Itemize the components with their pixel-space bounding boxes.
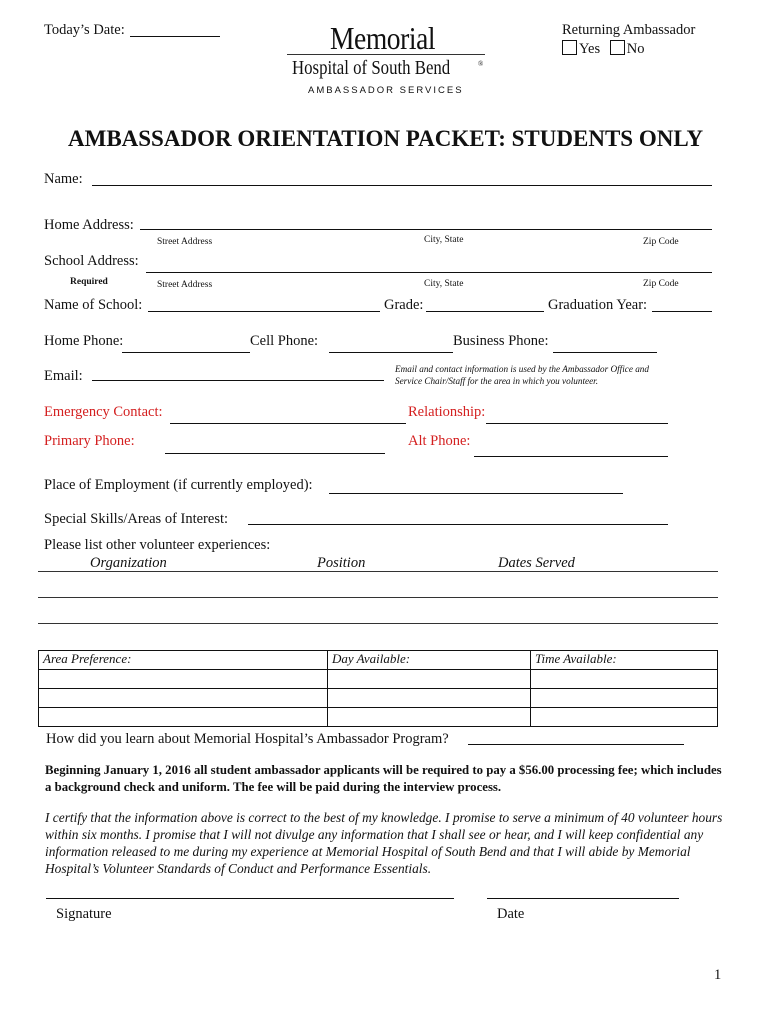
employment-field[interactable]: [329, 493, 623, 494]
todays-date-label: Today’s Date:: [44, 22, 125, 38]
email-note-line1: Email and contact information is used by the Ambassador Office and: [395, 364, 649, 374]
logo-reg: ®: [478, 60, 484, 68]
home-phone-field[interactable]: [122, 352, 250, 353]
table-row: [39, 708, 718, 727]
home-address-field[interactable]: [140, 229, 712, 230]
home-address-label: Home Address:: [44, 217, 134, 233]
table-cell[interactable]: [531, 708, 718, 727]
table-cell[interactable]: [39, 689, 328, 708]
table-cell[interactable]: [328, 689, 531, 708]
business-phone-field[interactable]: [553, 352, 657, 353]
signature-label: Signature: [56, 906, 112, 922]
employment-label: Place of Employment (if currently employed):: [44, 477, 313, 493]
graduation-year-field[interactable]: [652, 311, 712, 312]
special-skills-field[interactable]: [248, 524, 668, 525]
primary-phone-label: Primary Phone:: [44, 433, 135, 449]
yes-checkbox[interactable]: [562, 40, 577, 55]
relationship-field[interactable]: [486, 423, 668, 424]
table-row: [39, 689, 718, 708]
area-preference-header: Area Preference:: [39, 651, 328, 670]
fee-notice: Beginning January 1, 2016 all student ambassador applicants will be required to pay a $56.00 processing fee; which includes a background check and uniform. The fee will be paid during the interview process.: [45, 763, 722, 794]
certification-text: I certify that the information above is correct to the best of my knowledge. I promise to serve a minimum of 40 volunteer hours within six months. I promise that I will not divulge any information that I shall see or hear, and I will keep confidential any information released to me during my experience at Memorial Hospital of South Bend and that I will abide by Memorial Hospital’s Volunteer Standards of Conduct and Performance Essentials.: [45, 810, 723, 876]
table-cell[interactable]: [531, 689, 718, 708]
todays-date-field[interactable]: [130, 36, 220, 37]
logo-line3: AMBASSADOR SERVICES: [308, 85, 464, 96]
school-zip-caption: Zip Code: [643, 279, 679, 289]
school-address-field[interactable]: [146, 272, 712, 273]
school-street-caption: Street Address: [157, 280, 213, 290]
emergency-contact-label: Emergency Contact:: [44, 404, 163, 420]
col-position: Position: [317, 555, 366, 571]
home-zip-caption: Zip Code: [643, 237, 679, 247]
table-cell[interactable]: [531, 670, 718, 689]
special-skills-label: Special Skills/Areas of Interest:: [44, 511, 229, 527]
graduation-year-label: Graduation Year:: [548, 297, 648, 313]
returning-options: [562, 40, 644, 58]
school-name-field[interactable]: [148, 311, 380, 312]
alt-phone-field[interactable]: [474, 456, 668, 457]
name-label: Name:: [44, 171, 83, 187]
business-phone-label: Business Phone:: [453, 333, 549, 349]
signature-field[interactable]: [46, 898, 454, 899]
school-address-label: School Address:: [44, 253, 139, 269]
home-street-caption: Street Address: [157, 237, 213, 247]
email-label: Email:: [44, 368, 83, 384]
email-field[interactable]: [92, 380, 384, 381]
yes-label: Yes: [579, 41, 601, 57]
col-organization: Organization: [90, 555, 167, 571]
availability-table: [38, 650, 718, 727]
emergency-contact-field[interactable]: [170, 423, 406, 424]
school-city-caption: City, State: [424, 279, 464, 289]
grade-label: Grade:: [384, 297, 424, 313]
table-cell[interactable]: [328, 708, 531, 727]
logo-rule: [287, 54, 485, 55]
table-header-row: [39, 651, 718, 670]
table-row: [39, 670, 718, 689]
table-cell[interactable]: [328, 670, 531, 689]
returning-ambassador-label: Returning Ambassador: [562, 22, 696, 38]
logo-line1: Memorial: [330, 20, 436, 56]
table-cell[interactable]: [39, 708, 328, 727]
required-note: Required: [70, 277, 108, 287]
no-checkbox[interactable]: [610, 40, 625, 55]
time-available-header: Time Available:: [531, 651, 718, 670]
cell-phone-field[interactable]: [329, 352, 453, 353]
alt-phone-label: Alt Phone:: [408, 433, 471, 449]
relationship-label: Relationship:: [408, 404, 486, 420]
volunteer-row-line[interactable]: [38, 571, 718, 572]
no-label: No: [626, 41, 645, 57]
cell-phone-label: Cell Phone:: [250, 333, 319, 349]
table-cell[interactable]: [39, 670, 328, 689]
volunteer-row-line[interactable]: [38, 597, 718, 598]
logo-line2: Hospital of South Bend: [292, 57, 451, 79]
school-name-label: Name of School:: [44, 297, 143, 313]
date-field[interactable]: [487, 898, 679, 899]
name-field[interactable]: [92, 185, 712, 186]
home-city-caption: City, State: [424, 235, 464, 245]
learn-question: How did you learn about Memorial Hospital’s Ambassador Program?: [46, 731, 449, 747]
day-available-header: Day Available:: [328, 651, 531, 670]
col-dates-served: Dates Served: [498, 555, 575, 571]
volunteer-prompt: Please list other volunteer experiences:: [44, 537, 271, 553]
learn-answer-field[interactable]: [468, 744, 684, 745]
page-number: 1: [714, 967, 722, 983]
email-note-line2: Service Chair/Staff for the area in which you volunteer.: [395, 376, 599, 386]
date-label: Date: [497, 906, 525, 922]
home-phone-label: Home Phone:: [44, 333, 124, 349]
volunteer-row-line[interactable]: [38, 623, 718, 624]
page-title: AMBASSADOR ORIENTATION PACKET: STUDENTS ONLY: [68, 126, 704, 151]
primary-phone-field[interactable]: [165, 453, 385, 454]
grade-field[interactable]: [426, 311, 544, 312]
